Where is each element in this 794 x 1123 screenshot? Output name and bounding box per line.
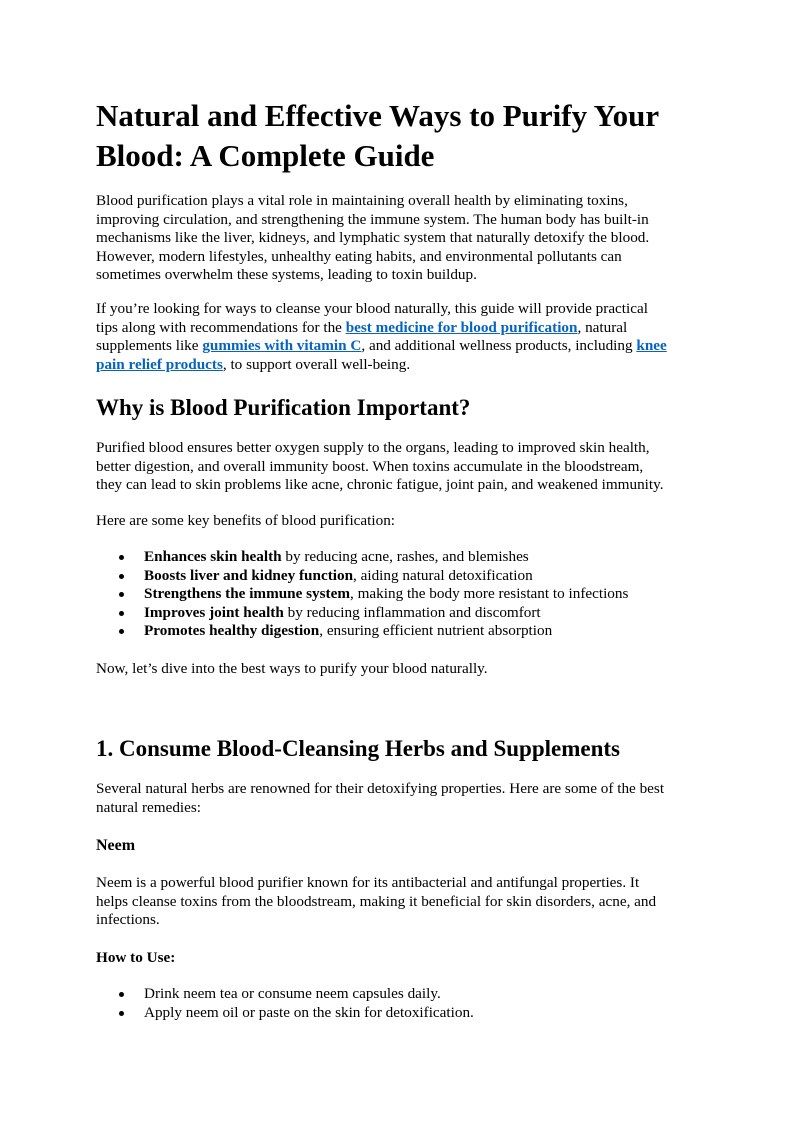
benefits-list — [96, 548, 716, 641]
intro-line: sometimes overwhelm these systems, leading to toxin buildup. — [96, 266, 477, 284]
transition-paragraph: Now, let’s dive into the best ways to purify your blood naturally. — [96, 660, 488, 677]
intro-paragraph — [96, 192, 702, 285]
intro-line: However, modern lifestyles, unhealthy eating habits, and environmental pollutants can — [96, 247, 622, 265]
link-best-medicine[interactable]: best medicine for blood purification — [345, 318, 578, 336]
benefit-text: , ensuring efficient nutrient absorption — [319, 622, 553, 640]
link-knee-pain-relief[interactable]: knee — [636, 337, 667, 355]
benefit-bold: Boosts liver and kidney function — [144, 566, 354, 584]
heading-why-important: Why is Blood Purification Important? — [96, 395, 471, 420]
why-line: better digestion, and overall immunity boost. When toxins accumulate in the bloodstream, — [96, 457, 644, 475]
intro2-text: , and additional wellness products, including — [361, 337, 637, 355]
link-gummies-vitamin-c[interactable]: gummies with vitamin C — [202, 337, 362, 355]
neem-line: infections. — [96, 911, 160, 929]
intro-paragraph-2 — [96, 300, 702, 374]
benefit-text: by reducing inflammation and discomfort — [283, 603, 541, 621]
neem-paragraph — [96, 874, 702, 930]
benefit-bold: Improves joint health — [144, 603, 284, 621]
intro2-text: supplements like — [96, 337, 203, 355]
list-item — [96, 548, 716, 567]
benefits-intro: Here are some key benefits of blood purification: — [96, 512, 396, 529]
intro2-line — [96, 337, 702, 356]
why-paragraph — [96, 439, 702, 495]
intro2-text: , natural — [577, 318, 628, 336]
benefit-bold: Enhances skin health — [144, 548, 282, 565]
list-item: Drink neem tea or consume neem capsules daily. — [96, 985, 716, 1004]
list-item: Apply neem oil or paste on the skin for detoxification. — [96, 1004, 716, 1023]
how-to-use-label: How to Use: — [96, 949, 176, 966]
list-item — [96, 622, 716, 641]
intro2-line — [96, 356, 702, 375]
neem-line: Neem is a powerful blood purifier known for its antibacterial and antifungal properties. It — [96, 874, 640, 891]
title-line-1: Natural and Effective Ways to Purify Your — [96, 98, 660, 133]
benefit-text: , aiding natural detoxification — [353, 566, 533, 584]
heading-neem: Neem — [96, 837, 136, 854]
intro2-line: If you’re looking for ways to cleanse your blood naturally, this guide will provide practical — [96, 300, 648, 317]
section1-line: natural remedies: — [96, 798, 201, 816]
neem-line: helps cleanse toxins from the bloodstream, making it beneficial for skin disorders, acne, and — [96, 892, 657, 910]
intro-line: improving circulation, and strengthening the immune system. The human body has built-in — [96, 210, 649, 228]
link-knee-pain-relief-cont[interactable]: pain relief products — [96, 355, 223, 373]
intro2-text: , to support overall well-being. — [222, 355, 411, 373]
why-line: Purified blood ensures better oxygen supply to the organs, leading to improved skin health, — [96, 439, 650, 456]
benefit-text: , making the body more resistant to infections — [350, 585, 629, 603]
section1-paragraph — [96, 780, 702, 817]
benefit-bold: Promotes healthy digestion — [144, 622, 320, 640]
list-item — [96, 585, 716, 604]
page-title — [96, 96, 706, 176]
benefit-text: by reducing acne, rashes, and blemishes — [281, 548, 529, 565]
intro-line: mechanisms like the liver, kidneys, and lymphatic system that naturally detoxify the blood. — [96, 229, 650, 247]
neem-uses-list — [96, 985, 716, 1022]
intro2-text: tips along with recommendations for the — [96, 318, 346, 336]
list-item — [96, 604, 716, 623]
title-line-2: Blood: A Complete Guide — [96, 138, 435, 173]
section1-line: Several natural herbs are renowned for their detoxifying properties. Here are some of the best — [96, 780, 665, 797]
heading-section-1: 1. Consume Blood-Cleansing Herbs and Supplements — [96, 736, 620, 761]
intro2-line — [96, 319, 702, 338]
list-item — [96, 567, 716, 586]
why-line: they can lead to skin problems like acne, chronic fatigue, joint pain, and weakened immunity. — [96, 476, 664, 494]
benefit-bold: Strengthens the immune system — [144, 585, 351, 603]
intro-line: Blood purification plays a vital role in maintaining overall health by eliminating toxins, — [96, 192, 628, 209]
